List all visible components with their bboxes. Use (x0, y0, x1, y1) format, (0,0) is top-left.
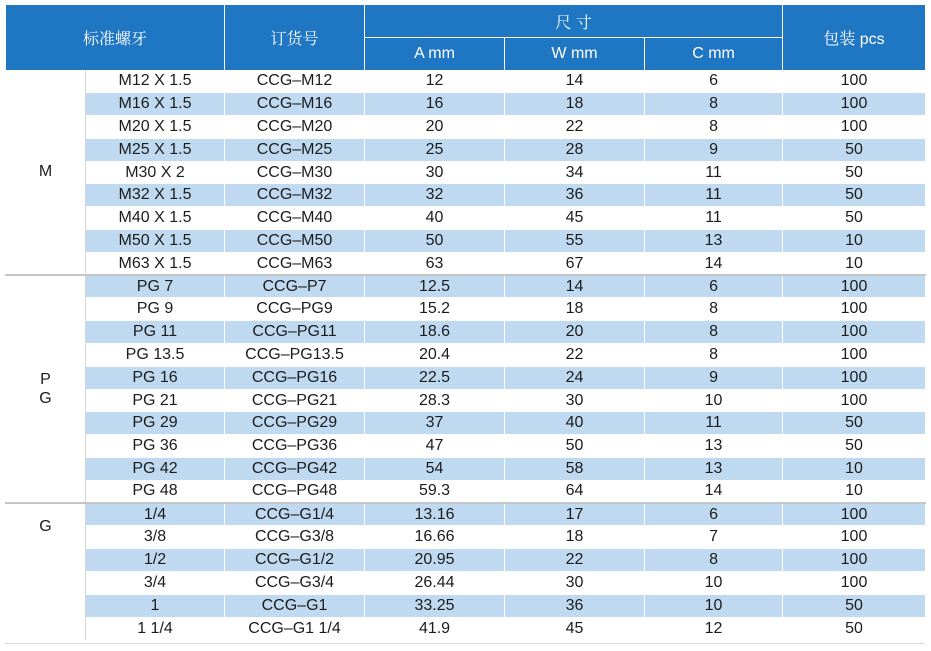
pack-cell: 100 (783, 275, 926, 298)
order-no-cell: CCG–PG36 (225, 435, 365, 458)
table-row (6, 435, 926, 458)
header-w: W mm (505, 38, 645, 71)
order-no-cell: CCG–PG48 (225, 480, 365, 503)
thread-cell: M50 X 1.5 (86, 230, 225, 253)
w-cell: 17 (505, 503, 645, 526)
w-cell: 45 (505, 617, 645, 640)
a-cell: 13.16 (365, 503, 505, 526)
pack-cell: 50 (783, 161, 926, 184)
w-cell: 36 (505, 184, 645, 207)
w-cell: 55 (505, 230, 645, 253)
thread-cell: PG 11 (86, 321, 225, 344)
a-cell: 37 (365, 412, 505, 435)
c-cell: 11 (645, 412, 783, 435)
order-no-cell: CCG–G1 (225, 594, 365, 617)
c-cell: 8 (645, 549, 783, 572)
table-row (6, 617, 926, 640)
w-cell: 22 (505, 344, 645, 367)
thread-cell: M16 X 1.5 (86, 93, 225, 116)
table-header (6, 5, 926, 70)
pack-cell: 50 (783, 207, 926, 230)
table-row (6, 275, 926, 298)
c-cell: 14 (645, 480, 783, 503)
c-cell: 9 (645, 138, 783, 161)
pack-cell: 100 (783, 366, 926, 389)
order-no-cell: CCG–M32 (225, 184, 365, 207)
order-no-cell: CCG–PG29 (225, 412, 365, 435)
thread-cell: M40 X 1.5 (86, 207, 225, 230)
order-no-cell: CCG–G1/4 (225, 503, 365, 526)
pack-cell: 100 (783, 344, 926, 367)
order-no-cell: CCG–PG42 (225, 458, 365, 481)
order-no-cell: CCG–M12 (225, 70, 365, 93)
order-no-cell: CCG–PG13.5 (225, 344, 365, 367)
thread-cell: PG 13.5 (86, 344, 225, 367)
w-cell: 30 (505, 389, 645, 412)
thread-cell: 1/4 (86, 503, 225, 526)
table-row (6, 184, 926, 207)
thread-cell: PG 21 (86, 389, 225, 412)
c-cell: 8 (645, 93, 783, 116)
table-row (6, 526, 926, 549)
thread-cell: 1/2 (86, 549, 225, 572)
thread-cell: M12 X 1.5 (86, 70, 225, 93)
table-row (6, 252, 926, 275)
a-cell: 20.95 (365, 549, 505, 572)
w-cell: 24 (505, 366, 645, 389)
header-size: 尺 寸 (365, 5, 783, 38)
a-cell: 12.5 (365, 275, 505, 298)
thread-cell: PG 16 (86, 366, 225, 389)
thread-cell: M25 X 1.5 (86, 138, 225, 161)
thread-cell: PG 29 (86, 412, 225, 435)
w-cell: 18 (505, 298, 645, 321)
table-row (6, 298, 926, 321)
table-row (6, 458, 926, 481)
table-row (6, 321, 926, 344)
order-no-cell: CCG–G3/4 (225, 572, 365, 595)
w-cell: 67 (505, 252, 645, 275)
spec-table (5, 5, 926, 640)
pack-cell: 50 (783, 617, 926, 640)
thread-cell: PG 36 (86, 435, 225, 458)
a-cell: 33.25 (365, 594, 505, 617)
w-cell: 18 (505, 93, 645, 116)
a-cell: 54 (365, 458, 505, 481)
table-row (6, 412, 926, 435)
group-label: G (6, 503, 86, 640)
pack-cell: 50 (783, 435, 926, 458)
pack-cell: 10 (783, 252, 926, 275)
thread-cell: 1 (86, 594, 225, 617)
bottom-rule (5, 643, 925, 644)
a-cell: 30 (365, 161, 505, 184)
table-row (6, 93, 926, 116)
table-row (6, 230, 926, 253)
a-cell: 50 (365, 230, 505, 253)
table-row (6, 549, 926, 572)
a-cell: 20.4 (365, 344, 505, 367)
group-label: M (6, 70, 86, 275)
w-cell: 20 (505, 321, 645, 344)
table-row (6, 344, 926, 367)
table-row (6, 366, 926, 389)
thread-cell: PG 42 (86, 458, 225, 481)
w-cell: 30 (505, 572, 645, 595)
c-cell: 11 (645, 161, 783, 184)
header-thread: 标准螺牙 (6, 5, 225, 70)
c-cell: 8 (645, 298, 783, 321)
order-no-cell: CCG–G1/2 (225, 549, 365, 572)
w-cell: 58 (505, 458, 645, 481)
c-cell: 8 (645, 344, 783, 367)
pack-cell: 50 (783, 412, 926, 435)
a-cell: 59.3 (365, 480, 505, 503)
pack-cell: 50 (783, 138, 926, 161)
order-no-cell: CCG–M50 (225, 230, 365, 253)
c-cell: 13 (645, 458, 783, 481)
w-cell: 14 (505, 70, 645, 93)
group-label: P G (6, 275, 86, 503)
w-cell: 28 (505, 138, 645, 161)
w-cell: 45 (505, 207, 645, 230)
w-cell: 18 (505, 526, 645, 549)
thread-cell: PG 9 (86, 298, 225, 321)
c-cell: 8 (645, 116, 783, 139)
order-no-cell: CCG–PG11 (225, 321, 365, 344)
table-row (6, 480, 926, 503)
pack-cell: 100 (783, 93, 926, 116)
header-a: A mm (365, 38, 505, 71)
a-cell: 32 (365, 184, 505, 207)
table-row (6, 503, 926, 526)
a-cell: 20 (365, 116, 505, 139)
order-no-cell: CCG–M30 (225, 161, 365, 184)
a-cell: 40 (365, 207, 505, 230)
thread-cell: 3/8 (86, 526, 225, 549)
w-cell: 40 (505, 412, 645, 435)
table-row (6, 116, 926, 139)
a-cell: 15.2 (365, 298, 505, 321)
a-cell: 63 (365, 252, 505, 275)
order-no-cell: CCG–M25 (225, 138, 365, 161)
thread-cell: M20 X 1.5 (86, 116, 225, 139)
a-cell: 12 (365, 70, 505, 93)
table-row (6, 138, 926, 161)
order-no-cell: CCG–G3/8 (225, 526, 365, 549)
a-cell: 26.44 (365, 572, 505, 595)
order-no-cell: CCG–PG9 (225, 298, 365, 321)
table-row (6, 161, 926, 184)
w-cell: 36 (505, 594, 645, 617)
pack-cell: 100 (783, 526, 926, 549)
pack-cell: 50 (783, 594, 926, 617)
a-cell: 16 (365, 93, 505, 116)
table-row (6, 70, 926, 93)
w-cell: 50 (505, 435, 645, 458)
pack-cell: 10 (783, 458, 926, 481)
order-no-cell: CCG–G1 1/4 (225, 617, 365, 640)
c-cell: 11 (645, 207, 783, 230)
c-cell: 14 (645, 252, 783, 275)
order-no-cell: CCG–P7 (225, 275, 365, 298)
pack-cell: 100 (783, 549, 926, 572)
thread-cell: M32 X 1.5 (86, 184, 225, 207)
c-cell: 13 (645, 435, 783, 458)
c-cell: 6 (645, 70, 783, 93)
header-c: C mm (645, 38, 783, 71)
header-order-no: 订货号 (225, 5, 365, 70)
w-cell: 14 (505, 275, 645, 298)
c-cell: 6 (645, 275, 783, 298)
w-cell: 34 (505, 161, 645, 184)
table-row (6, 207, 926, 230)
table-row (6, 572, 926, 595)
table-body (6, 70, 926, 640)
c-cell: 9 (645, 366, 783, 389)
c-cell: 13 (645, 230, 783, 253)
c-cell: 10 (645, 572, 783, 595)
c-cell: 10 (645, 594, 783, 617)
c-cell: 7 (645, 526, 783, 549)
a-cell: 16.66 (365, 526, 505, 549)
order-no-cell: CCG–M63 (225, 252, 365, 275)
pack-cell: 100 (783, 389, 926, 412)
table-row (6, 594, 926, 617)
w-cell: 22 (505, 549, 645, 572)
a-cell: 25 (365, 138, 505, 161)
a-cell: 22.5 (365, 366, 505, 389)
order-no-cell: CCG–M20 (225, 116, 365, 139)
w-cell: 22 (505, 116, 645, 139)
order-no-cell: CCG–M40 (225, 207, 365, 230)
pack-cell: 50 (783, 184, 926, 207)
pack-cell: 100 (783, 572, 926, 595)
order-no-cell: CCG–PG16 (225, 366, 365, 389)
pack-cell: 100 (783, 116, 926, 139)
order-no-cell: CCG–PG21 (225, 389, 365, 412)
a-cell: 47 (365, 435, 505, 458)
a-cell: 28.3 (365, 389, 505, 412)
c-cell: 6 (645, 503, 783, 526)
c-cell: 12 (645, 617, 783, 640)
table-row (6, 389, 926, 412)
header-pack: 包装 pcs (783, 5, 926, 70)
a-cell: 41.9 (365, 617, 505, 640)
c-cell: 11 (645, 184, 783, 207)
pack-cell: 10 (783, 480, 926, 503)
order-no-cell: CCG–M16 (225, 93, 365, 116)
pack-cell: 10 (783, 230, 926, 253)
thread-cell: PG 48 (86, 480, 225, 503)
c-cell: 8 (645, 321, 783, 344)
thread-cell: PG 7 (86, 275, 225, 298)
thread-cell: M63 X 1.5 (86, 252, 225, 275)
thread-cell: M30 X 2 (86, 161, 225, 184)
a-cell: 18.6 (365, 321, 505, 344)
pack-cell: 100 (783, 298, 926, 321)
w-cell: 64 (505, 480, 645, 503)
thread-cell: 3/4 (86, 572, 225, 595)
pack-cell: 100 (783, 503, 926, 526)
pack-cell: 100 (783, 70, 926, 93)
thread-cell: 1 1/4 (86, 617, 225, 640)
pack-cell: 100 (783, 321, 926, 344)
c-cell: 10 (645, 389, 783, 412)
